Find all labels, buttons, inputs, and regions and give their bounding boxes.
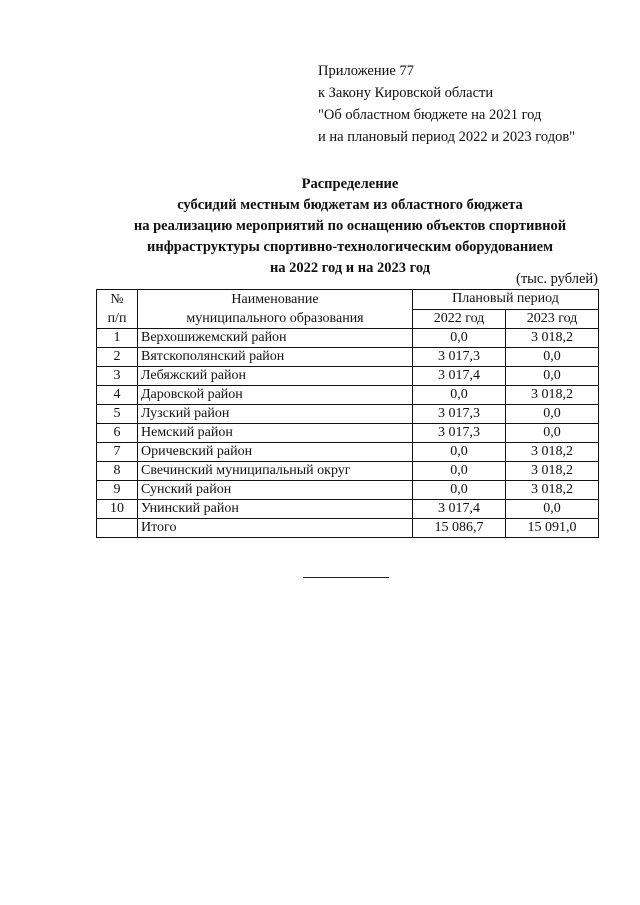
header-name-line1: Наименование (231, 292, 319, 307)
row-number: 6 (97, 424, 138, 443)
municipality-name: Даровской район (138, 386, 413, 405)
municipality-name: Сунский район (138, 481, 413, 500)
value-2022: 0,0 (413, 443, 506, 462)
table-row (97, 424, 599, 443)
value-2023: 3 018,2 (506, 443, 599, 462)
header-year-2022: 2022 год (413, 309, 506, 329)
value-2022: 3 017,3 (413, 348, 506, 367)
units-label: (тыс. рублей) (516, 271, 598, 287)
value-2022: 3 017,3 (413, 424, 506, 443)
value-2022: 15 086,7 (413, 519, 506, 538)
table-row (97, 329, 599, 348)
table-row (97, 367, 599, 386)
table-row (97, 348, 599, 367)
header-year-2023: 2023 год (506, 309, 599, 329)
table-body (97, 329, 599, 538)
municipality-name: Свечинский муниципальный округ (138, 462, 413, 481)
subsidy-table (96, 289, 599, 538)
value-2023: 3 018,2 (506, 481, 599, 500)
municipality-name: Лузский район (138, 405, 413, 424)
row-number: 2 (97, 348, 138, 367)
title-line: на реализацию мероприятий по оснащению объектов спортивной (133, 218, 567, 234)
value-2022: 0,0 (413, 386, 506, 405)
row-number: 1 (97, 329, 138, 348)
value-2023: 0,0 (506, 500, 599, 519)
value-2022: 3 017,3 (413, 405, 506, 424)
value-2023: 0,0 (506, 348, 599, 367)
title-line: на 2022 год и на 2023 год (269, 260, 431, 276)
table-row (97, 386, 599, 405)
municipality-name: Оричевский район (138, 443, 413, 462)
table-row (97, 500, 599, 519)
appendix-line: Приложение 77 (318, 63, 414, 79)
appendix-line: к Закону Кировской области (318, 85, 494, 101)
row-number: 4 (97, 386, 138, 405)
value-2022: 0,0 (413, 481, 506, 500)
header-number-line2: п/п (107, 311, 127, 326)
separator-line (303, 577, 389, 578)
header-number (97, 290, 138, 329)
title-line: субсидий местным бюджетам из областного бюджета (177, 197, 523, 213)
municipality-name: Верхошижемский район (138, 329, 413, 348)
value-2022: 3 017,4 (413, 500, 506, 519)
table-row (97, 443, 599, 462)
appendix-line: "Об областном бюджете на 2021 год (318, 107, 542, 123)
row-number: 8 (97, 462, 138, 481)
row-number: 5 (97, 405, 138, 424)
value-2022: 0,0 (413, 329, 506, 348)
table-row (97, 481, 599, 500)
row-number: 7 (97, 443, 138, 462)
table-row (97, 405, 599, 424)
appendix-line: и на плановый период 2022 и 2023 годов" (318, 129, 576, 145)
row-number: 3 (97, 367, 138, 386)
value-2023: 3 018,2 (506, 329, 599, 348)
header-name-line2: муниципального образования (186, 311, 364, 326)
row-number: 10 (97, 500, 138, 519)
row-number (97, 519, 138, 538)
table-header-row (97, 290, 599, 310)
total-label: Итого (138, 519, 413, 538)
document-title (80, 174, 620, 279)
value-2023: 15 091,0 (506, 519, 599, 538)
header-planned-period: Плановый период (413, 290, 599, 310)
municipality-name: Немский район (138, 424, 413, 443)
value-2023: 0,0 (506, 367, 599, 386)
title-line: Распределение (301, 176, 399, 192)
municipality-name: Лебяжский район (138, 367, 413, 386)
value-2022: 0,0 (413, 462, 506, 481)
value-2022: 3 017,4 (413, 367, 506, 386)
title-line: инфраструктуры спортивно-технологическим оборудованием (147, 239, 553, 255)
header-name (138, 290, 413, 329)
header-number-line1: № (110, 292, 124, 307)
value-2023: 3 018,2 (506, 386, 599, 405)
table-total-row (97, 519, 599, 538)
municipality-name: Унинский район (138, 500, 413, 519)
row-number: 9 (97, 481, 138, 500)
appendix-reference (318, 60, 575, 148)
municipality-name: Вятскополянский район (138, 348, 413, 367)
value-2023: 0,0 (506, 405, 599, 424)
table-row (97, 462, 599, 481)
value-2023: 3 018,2 (506, 462, 599, 481)
value-2023: 0,0 (506, 424, 599, 443)
